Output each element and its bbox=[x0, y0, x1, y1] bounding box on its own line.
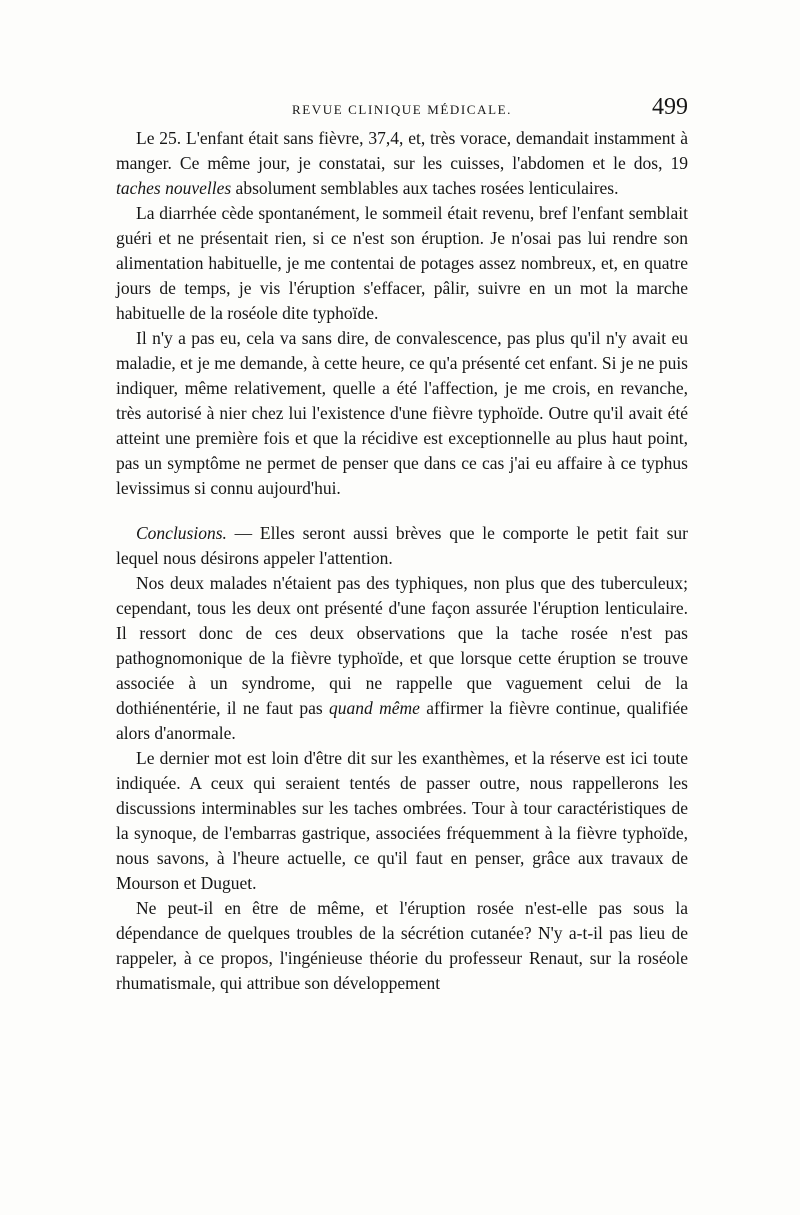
section-gap bbox=[116, 501, 688, 521]
paragraph-5-italic: quand même bbox=[329, 698, 420, 718]
paragraph-3: Il n'y a pas eu, cela va sans dire, de convalescence, pas plus qu'il n'y avait eu maladie, et je me demande, à cette heure, ce qu'a présenté cet enfant. Si je ne puis indiquer, même relativement, quelle a été l'affection, je me crois, en revanche, très autorisé à nier chez lui l'existence d'une fièvre typhoïde. Outre qu'il avait été atteint une première fois et que la récidive est exceptionnelle au plus haut point, pas un symptôme ne permet de penser que dans ce cas j'ai eu affaire à ce typhus levissimus si connu aujourd'hui. bbox=[116, 328, 688, 498]
paragraph-2: La diarrhée cède spontanément, le sommeil était revenu, bref l'enfant semblait guéri et ne présentait rien, si ce n'est son éruption. Je n'osai pas lui rendre son alimentation habituelle, je me contentai de potages assez nombreux, et, en quatre jours de temps, je vis l'éruption s'effacer, pâlir, suivre en un mot la marche habituelle de la roséole dite typhoïde. bbox=[116, 203, 688, 323]
page-number: 499 bbox=[652, 94, 688, 120]
paragraph-1 bbox=[116, 126, 688, 201]
section-heading-conclusions: Conclusions. bbox=[136, 523, 227, 543]
running-title: REVUE CLINIQUE MÉDICALE. bbox=[291, 102, 512, 117]
paragraph-5 bbox=[116, 571, 688, 746]
paragraph-7: Ne peut-il en être de même, et l'éruption rosée n'est-elle pas sous la dépendance de quelques troubles de la sécrétion cutanée? N'y a-t-il pas lieu de rappeler, à ce propos, l'ingénieuse théorie du professeur Renaut, sur la roséole rhumatismale, qui attribue son développement bbox=[116, 898, 688, 993]
paragraph-1-text-b: absolument semblables aux taches rosées lenticulaires. bbox=[231, 178, 619, 198]
paragraph-4-text: — Elles seront aussi brèves que le comporte le petit fait sur lequel nous désirons appeler l'attention. bbox=[116, 523, 688, 568]
paragraph-1-italic: taches nouvelles bbox=[116, 178, 232, 198]
paragraph-5-text-b: affirmer la fièvre continue, qualifiée alors d'anormale. bbox=[116, 698, 688, 743]
paragraph-5-text-a: Nos deux malades n'étaient pas des typhiques, non plus que des tuberculeux; cependant, tous les deux ont présenté d'une façon assurée l'éruption lenticulaire. Il ressort donc de ces deux observations que la tache rosée n'est pas pathognomonique de la fièvre typhoïde, et que lorsque cette éruption se trouve associée à un syndrome, qui ne rappelle que vaguement celui de la dothiénentérie, il ne faut pas bbox=[116, 573, 688, 718]
paragraph-1-text-a: Le 25. L'enfant était sans fièvre, 37,4, et, très vorace, demandait instamment à manger. Ce même jour, je constatai, sur les cuisses, l'abdomen et le dos, 19 bbox=[116, 128, 688, 173]
running-header bbox=[116, 92, 688, 126]
paragraph-6: Le dernier mot est loin d'être dit sur les exanthèmes, et la réserve est ici toute indiquée. A ceux qui seraient tentés de passer outre, nous rappellerons les discussions interminables sur les taches ombrées. Tour à tour caractéristiques de la synoque, de l'embarras gastrique, associées fréquemment à la fièvre typhoïde, nous savons, à l'heure actuelle, ce qu'il faut en penser, grâce aux travaux de Mourson et Duguet. bbox=[116, 748, 688, 893]
paragraph-4 bbox=[116, 521, 688, 571]
body-text bbox=[116, 126, 688, 996]
